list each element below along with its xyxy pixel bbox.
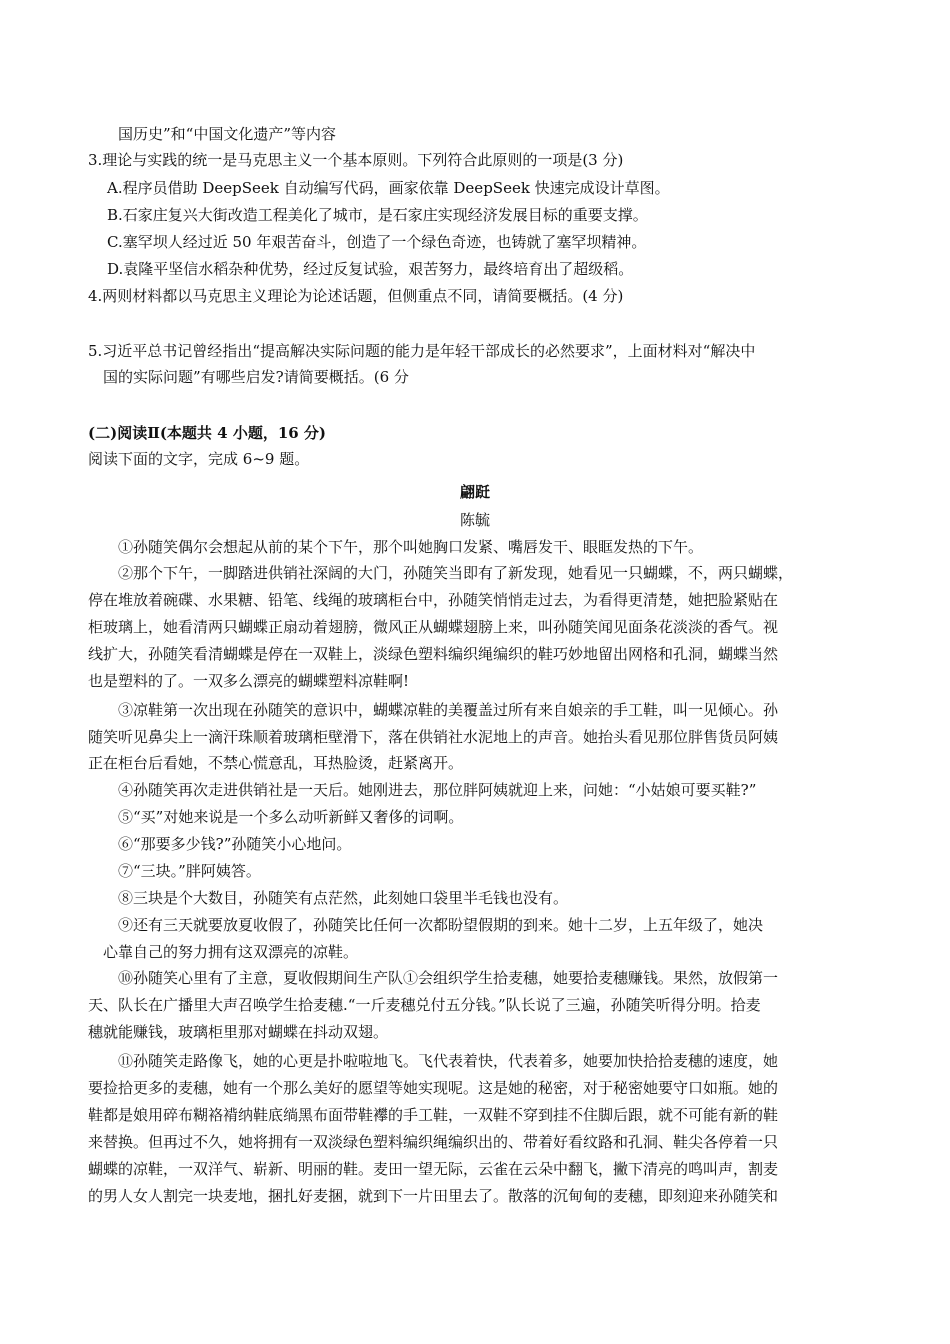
passage-title: 翩跹 bbox=[459, 483, 490, 501]
passage-line: 的男人女人割完一块麦地，捆扎好麦捆，就到下一片田里去了。散落的沉甸甸的麦穗，即刻迎来孙随笑和 bbox=[88, 1187, 779, 1205]
passage-author: 陈毓 bbox=[459, 511, 490, 529]
passage-line: 蝴蝶的凉鞋，一双洋气、崭新、明丽的鞋。麦田一望无际，云雀在云朵中翻飞，撇下清亮的鸣叫声，割麦 bbox=[88, 1160, 779, 1178]
passage-line: 要捡拾更多的麦穗，她有一个那么美好的愿望等她实现呢。这是她的秘密，对于秘密她要守口如瓶。她的 bbox=[88, 1079, 779, 1097]
passage-line: ②那个下午，一脚踏进供销社深阔的大门，孙随笑当即有了新发现，她看见一只蝴蝶，不，两只蝴蝶， bbox=[118, 564, 794, 582]
q3-stem: 3.理论与实践的统一是马克思主义一个基本原则。下列符合此原则的一项是(3 分) bbox=[88, 151, 624, 169]
passage-line: ⑨还有三天就要放夏收假了，孙随笑比任何一次都盼望假期的到来。她十二岁，上五年级了，她决 bbox=[118, 916, 764, 934]
passage-line: ⑤“买”对她来说是一个多么动听新鲜又奢侈的词啊。 bbox=[118, 808, 464, 826]
passage-line: ③凉鞋第一次出现在孙随笑的意识中，蝴蝶凉鞋的美覆盖过所有来自娘亲的手工鞋，叫一见倾心。孙 bbox=[118, 701, 779, 719]
passage-line: ⑧三块是个大数目，孙随笑有点茫然，此刻她口袋里半毛钱也没有。 bbox=[118, 889, 569, 907]
q2-continuation: 国历史”和“中国文化遗产”等内容 bbox=[118, 125, 337, 143]
passage-line: ①孙随笑偶尔会想起从前的某个下午，那个叫她胸口发紧、嘴唇发干、眼眶发热的下午。 bbox=[118, 538, 704, 556]
passage-line: 穗就能赚钱，玻璃柜里那对蝴蝶在抖动双翅。 bbox=[88, 1023, 389, 1041]
q5-line-2: 国的实际问题”有哪些启发?请简要概括。(6 分 bbox=[103, 368, 409, 386]
passage-line: ⑦“三块。”胖阿姨答。 bbox=[118, 862, 261, 880]
passage-line: ⑩孙随笑心里有了主意，夏收假期间生产队①会组织学生拾麦穗，她要拾麦穗赚钱。果然，放假第一 bbox=[118, 969, 779, 987]
section-instruction: 阅读下面的文字，完成 6~9 题。 bbox=[88, 450, 310, 468]
passage-line: 也是塑料的了。一双多么漂亮的蝴蝶塑料凉鞋啊! bbox=[88, 672, 410, 690]
q3-option-d: D.袁隆平坚信水稻杂种优势，经过反复试验，艰苦努力，最终培育出了超级稻。 bbox=[107, 260, 634, 278]
passage-line: 心靠自己的努力拥有这双漂亮的凉鞋。 bbox=[103, 943, 359, 961]
q4-stem: 4.两则材料都以马克思主义理论为论述话题，但侧重点不同，请简要概括。(4 分) bbox=[88, 287, 624, 305]
passage-line: 天、队长在广播里大声召唤学生拾麦穗.“一斤麦穗兑付五分钱。”队长说了三遍，孙随笑听得分明。拾麦 bbox=[88, 996, 761, 1014]
passage-line: 线扩大，孙随笑看清蝴蝶是停在一双鞋上，淡绿色塑料编织绳编织的鞋巧妙地留出网格和孔洞，蝴蝶当然 bbox=[88, 645, 779, 663]
passage-line: 来替换。但再过不久，她将拥有一双淡绿色塑料编织绳编织出的、带着好看纹路和孔洞、鞋尖各停着一只 bbox=[88, 1133, 779, 1151]
section-heading: (二)阅读Ⅱ(本题共 4 小题，16 分) bbox=[88, 424, 327, 442]
q3-option-b: B.石家庄复兴大街改造工程美化了城市，是石家庄实现经济发展目标的重要支撑。 bbox=[107, 206, 648, 224]
passage-line: 停在堆放着碗碟、水果糖、铅笔、线绳的玻璃柜台中，孙随笑悄悄走过去，为看得更清楚，她把脸紧贴在 bbox=[88, 591, 779, 609]
passage-line: ⑪孙随笑走路像飞，她的心更是扑啦啦地飞。飞代表着快，代表着多，她要加快拾拾麦穗的速度，她 bbox=[118, 1052, 779, 1070]
q3-option-c: C.塞罕坝人经过近 50 年艰苦奋斗，创造了一个绿色奇迹，也铸就了塞罕坝精神。 bbox=[107, 233, 647, 251]
passage-line: ④孙随笑再次走进供销社是一天后。她刚进去，那位胖阿姨就迎上来，问她：“小姑娘可要买鞋?” bbox=[118, 781, 757, 799]
passage-line: 随笑听见鼻尖上一滴汗珠顺着玻璃柜壁滑下，落在供销社水泥地上的声音。她抬头看见那位胖售货员阿姨 bbox=[88, 728, 779, 746]
passage-line: 柜玻璃上，她看清两只蝴蝶正扇动着翅膀，微风正从蝴蝶翅膀上来，叫孙随笑闻见面条花淡淡的香气。视 bbox=[88, 618, 779, 636]
passage-line: 正在柜台后看她，不禁心慌意乱，耳热脸烫，赶紧离开。 bbox=[88, 754, 464, 772]
q5-line-1: 5.习近平总书记曾经指出“提高解决实际问题的能力是年轻干部成长的必然要求”，上面材料对“解决中 bbox=[88, 342, 756, 360]
passage-line: 鞋都是娘用碎布糊袼褙纳鞋底绱黑布面带鞋襻的手工鞋，一双鞋不穿到挂不住脚后跟，就不可能有新的鞋 bbox=[88, 1106, 779, 1124]
passage-line: ⑥“那要多少钱?”孙随笑小心地问。 bbox=[118, 835, 352, 853]
q3-option-a: A.程序员借助 DeepSeek 自动编写代码，画家依靠 DeepSeek 快速完成设计草图。 bbox=[107, 179, 670, 197]
